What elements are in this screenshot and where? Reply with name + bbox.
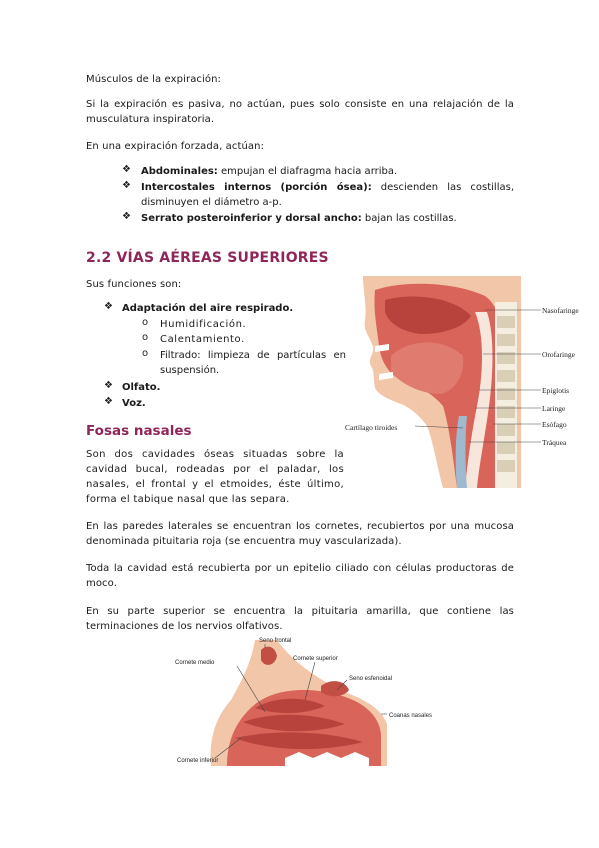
diamond-bullet-icon: ❖: [122, 164, 131, 175]
label-seno-frontal: Seno frontal: [259, 638, 292, 644]
circle-bullet-icon: o: [142, 332, 149, 343]
section-heading: 2.2 VÍAS AÉREAS SUPERIORES: [86, 250, 329, 266]
label-traquea: Tráquea: [542, 438, 567, 447]
function-olfato: Olfato.: [122, 382, 161, 393]
teeth-shape: [285, 752, 369, 766]
circle-bullet-icon: o: [142, 317, 149, 328]
function-sub-humidificacion: Humidificación.: [160, 319, 247, 330]
label-cartilago-tiroides: Cartílago tiroides: [345, 423, 398, 432]
bullet-intercostales: Intercostales internos (porción ósea): descienden las costillas, disminuyen el diámetro a-p.: [141, 182, 514, 208]
diamond-bullet-icon: ❖: [122, 211, 131, 222]
diamond-bullet-icon: ❖: [104, 380, 113, 391]
intro-title: Músculos de la expiración:: [86, 74, 222, 85]
fosas-heading: Fosas nasales: [86, 423, 192, 439]
intro-passive: Si la expiración es pasiva, no actúan, pues solo consiste en una relajación de la musculatura inspiratoria.: [86, 99, 514, 125]
label-orofaringe: Orofaringe: [542, 350, 575, 359]
label-cornete-inferior: Cornete inferior: [177, 758, 219, 764]
function-sub-filtrado: Filtrado: limpieza de partículas en suspensión.: [160, 350, 346, 376]
circle-bullet-icon: o: [142, 348, 149, 359]
label-laringe: Laringe: [542, 404, 566, 413]
fosas-paragraph-4: En su parte superior se encuentra la pituitaria amarilla, que contiene las terminaciones de los nervios olfativos.: [86, 606, 514, 632]
fosas-paragraph-3: Toda la cavidad está recubierta por un epitelio ciliado con células productoras de moco.: [86, 563, 514, 589]
fosas-paragraph-2: En las paredes laterales se encuentran los cornetes, recubiertos por una mucosa denominada pituitaria roja (se encuentra muy vascularizada).: [86, 521, 514, 547]
airway-figure-labels: [345, 276, 599, 488]
fosas-paragraph-1: Son dos cavidades óseas situadas sobre la cavidad bucal, rodeadas por el paladar, los nasales, el frontal y el etmoides, éste último, forma el tabique nasal que las separa.: [86, 449, 344, 505]
function-sub-calentamiento: Calentamiento.: [160, 334, 245, 345]
function-main: Adaptación del aire respirado.: [122, 303, 294, 314]
nasal-cavity-figure: [175, 634, 475, 766]
function-voz: Voz.: [122, 398, 146, 409]
label-esofago: Esófago: [542, 420, 567, 429]
functions-intro: Sus funciones son:: [86, 279, 182, 290]
label-cornete-medio: Cornete medio: [175, 660, 215, 666]
label-seno-esfenoidal: Seno esfenoidal: [349, 676, 393, 682]
label-coanas-nasales: Coanas nasales: [389, 713, 433, 719]
label-epiglotis: Epiglotis: [542, 386, 570, 395]
label-nasofaringe: Nasofaringe: [542, 306, 579, 315]
intro-forced: En una expiración forzada, actúan:: [86, 141, 265, 152]
label-cornete-superior: Cornete superior: [293, 656, 338, 662]
diamond-bullet-icon: ❖: [122, 180, 131, 191]
diamond-bullet-icon: ❖: [104, 396, 113, 407]
diamond-bullet-icon: ❖: [104, 301, 113, 312]
bullet-abdominales: Abdominales: empujan el diafragma hacia arriba.: [141, 166, 398, 177]
bullet-serrato: Serrato posteroinferior y dorsal ancho: bajan las costillas.: [141, 213, 457, 224]
